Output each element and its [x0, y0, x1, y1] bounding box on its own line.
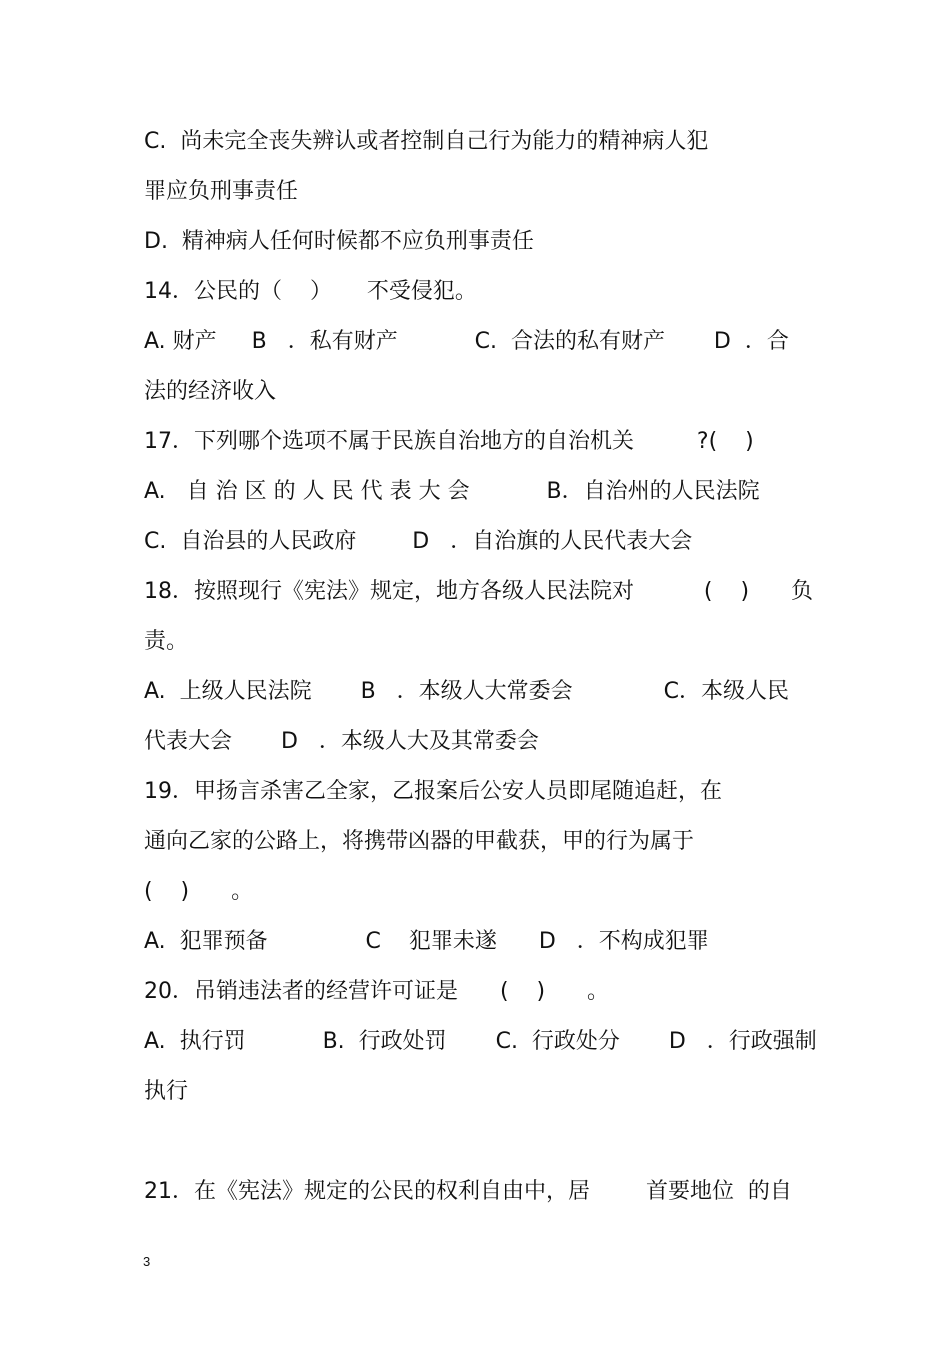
text-line: 罪应负刑事责任 [144, 179, 299, 204]
question-line: 21．在《宪法》规定的公民的权利自由中，居 首要地位 的自 [144, 1179, 792, 1204]
text-line: D. 精神病人任何时候都不应负刑事责任 [144, 229, 534, 254]
options-line: A. 上级人民法院 B ．本级人大常委会 C．本级人民 [144, 679, 789, 704]
options-line: A. 执行罚 B. 行政处罚 C. 行政处分 D ．行政强制 [144, 1029, 817, 1054]
text-line: 通向乙家的公路上，将携带凶器的甲截获，甲的行为属于 [144, 829, 695, 854]
text-line: C. 尚未完全丧失辨认或者控制自己行为能力的精神病人犯 [144, 129, 709, 154]
options-line: A. 犯罪预备 C 犯罪未遂 D ．不构成犯罪 [144, 929, 709, 954]
question-line: 20．吊销违法者的经营许可证是 ( ) 。 [144, 979, 610, 1004]
question-line: 14．公民的（ ） 不受侵犯。 [144, 279, 477, 304]
question-line: 19．甲扬言杀害乙全家，乙报案后公安人员即尾随追赶，在 [144, 779, 722, 804]
text-line: 法的经济收入 [144, 379, 277, 404]
page-number: 3 [143, 1254, 151, 1269]
text-line: 执行 [144, 1079, 189, 1104]
text-line: 责。 [144, 629, 189, 654]
text-line: ( ) 。 [144, 879, 254, 904]
question-line: 17．下列哪个选项不属于民族自治地方的自治机关 ?( ) [144, 429, 754, 454]
options-line: C. 自治县的人民政府 D ．自治旗的人民代表大会 [144, 529, 693, 554]
question-line: 18．按照现行《宪法》规定，地方各级人民法院对 ( ) 负 [144, 579, 814, 604]
options-line: A. 自 治 区 的 人 民 代 表 大 会 B．自治州的人民法院 [144, 479, 760, 504]
options-line: 代表大会 D ．本级人大及其常委会 [144, 729, 539, 754]
options-line: A. 财产 B ．私有财产 C. 合法的私有财产 D ．合 [144, 329, 789, 354]
